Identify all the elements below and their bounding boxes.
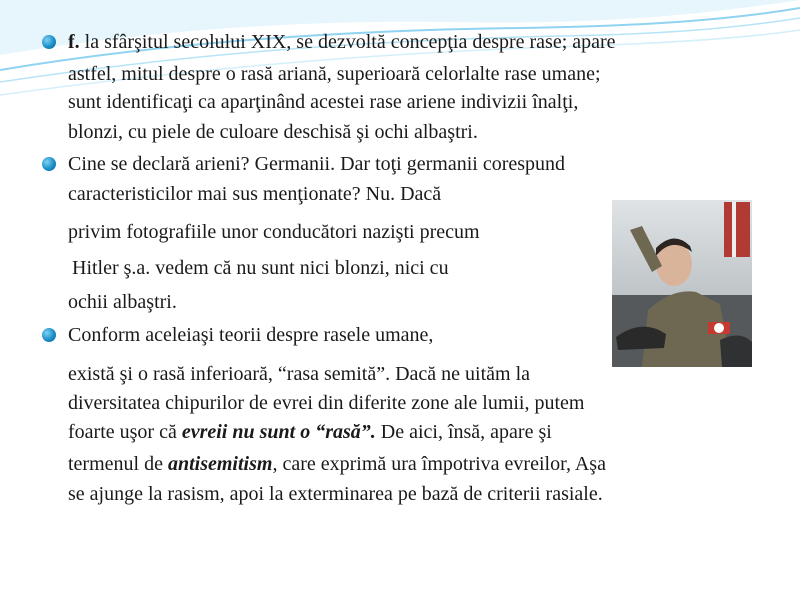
para1-line4: blonzi, cu piele de culoare deschisă şi ochi albaştri.: [68, 121, 478, 143]
para2-line4: Hitler ş.a. vedem că nu sunt nici blonzi, nici cu: [72, 257, 449, 279]
emphasis-term: antisemitism: [167, 453, 273, 475]
para2-line1: Cine se declară arieni? Germanii. Dar toţi germanii corespund: [68, 153, 566, 175]
para3-line2: există şi o rasă inferioară, “rasa semită”. Dacă ne uităm la: [68, 363, 531, 385]
para2-line3: privim fotografiile unor conducători nazişti precum: [68, 221, 480, 243]
emphasis-text: evreii nu sunt o “rasă”.: [181, 421, 376, 443]
bullet-icon: [42, 35, 56, 49]
para3-line4: foarte uşor că evreii nu sunt o “rasă”. De aici, însă, apare şi: [68, 421, 552, 443]
para2-line5: ochii albaştri.: [68, 291, 177, 313]
para3-line5: termenul de antisemitism, care exprimă ura împotriva evreilor, Aşa: [68, 453, 606, 475]
bullet-icon: [42, 157, 56, 171]
para1-lead: f.: [68, 31, 80, 53]
para1-line3: sunt identificaţi ca aparţinând acestei rase ariene indivizii înalţi,: [68, 91, 579, 113]
bullet-icon: [42, 328, 56, 342]
para1-line1: f. la sfârşitul secolului XIX, se dezvoltă concepţia despre rase; apare: [68, 31, 616, 53]
para3-line1: Conform aceleiaşi teorii despre rasele umane,: [68, 324, 434, 346]
para2-line2: caracteristicilor mai sus menţionate? Nu. Dacă: [68, 183, 442, 205]
para3-line3: diversitatea chipurilor de evrei din diferite zone ale lumii, putem: [68, 392, 585, 414]
portrait-photo-icon: [612, 200, 752, 367]
para3-line6: se ajunge la rasism, apoi la exterminarea pe bază de criterii rasiale.: [68, 483, 603, 505]
para1-line2: astfel, mitul despre o rasă ariană, superioară celorlalte rase umane;: [68, 63, 601, 85]
